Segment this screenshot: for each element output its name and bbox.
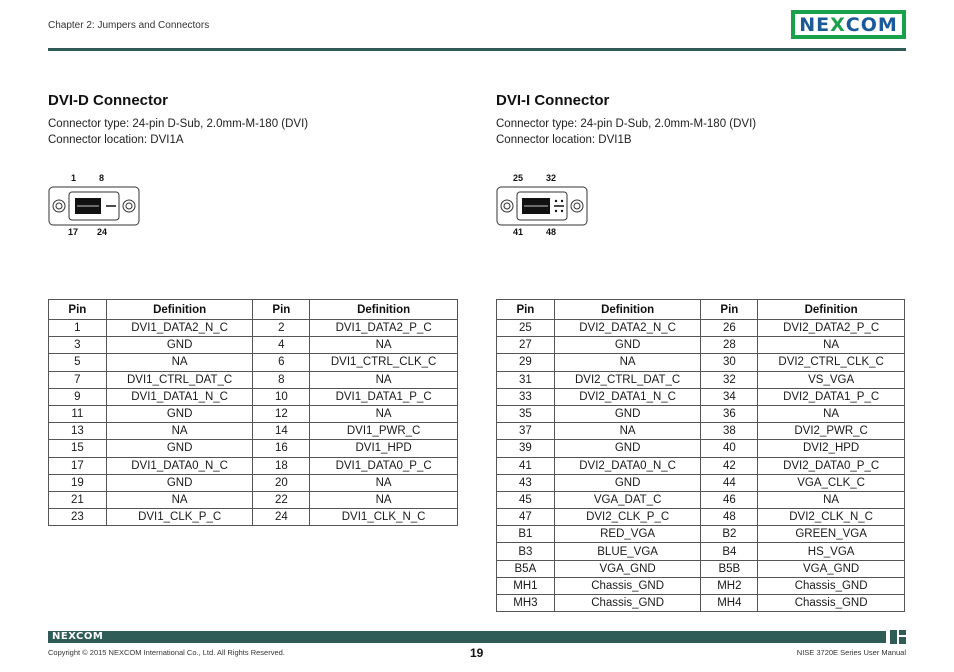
- table-cell: 33: [497, 388, 555, 405]
- table-cell: GND: [106, 474, 253, 491]
- table-row: [497, 423, 905, 440]
- table-cell: DVI1_DATA2_N_C: [106, 320, 253, 337]
- table-cell: DVI1_CTRL_DAT_C: [106, 371, 253, 388]
- table-row: [49, 371, 458, 388]
- dvi-i-type: Connector type: 24-pin D-Sub, 2.0mm-M-180 (DVI): [496, 118, 757, 130]
- table-cell: NA: [310, 371, 458, 388]
- table-cell: DVI2_DATA2_N_C: [554, 320, 701, 337]
- table-cell: 17: [49, 457, 107, 474]
- table-cell: 11: [49, 405, 107, 422]
- table-cell: MH2: [701, 577, 758, 594]
- table-cell: 8: [253, 371, 310, 388]
- column-header: Definition: [758, 300, 905, 320]
- table-cell: B1: [497, 526, 555, 543]
- table-cell: MH1: [497, 577, 555, 594]
- table-cell: B3: [497, 543, 555, 560]
- table-cell: 30: [701, 354, 758, 371]
- pin-label: 25: [513, 173, 524, 183]
- pin-label: 41: [513, 227, 524, 237]
- table-cell: 28: [701, 337, 758, 354]
- table-cell: 42: [701, 457, 758, 474]
- footer-bar: [48, 631, 886, 643]
- table-cell: DVI1_DATA2_P_C: [310, 320, 458, 337]
- table-header-row: [497, 300, 905, 320]
- table-cell: 21: [49, 491, 107, 508]
- table-cell: DVI1_PWR_C: [310, 423, 458, 440]
- table-cell: 40: [701, 440, 758, 457]
- table-cell: VS_VGA: [758, 371, 905, 388]
- table-cell: NA: [758, 337, 905, 354]
- table-cell: 7: [49, 371, 107, 388]
- table-cell: GREEN_VGA: [758, 526, 905, 543]
- table-cell: 44: [701, 474, 758, 491]
- table-cell: DVI1_DATA0_P_C: [310, 457, 458, 474]
- table-header-row: [49, 300, 458, 320]
- copyright: Copyright © 2015 NEXCOM International Co., Ltd. All Rights Reserved.: [48, 648, 285, 657]
- table-cell: 2: [253, 320, 310, 337]
- column-header: Pin: [497, 300, 555, 320]
- table-cell: GND: [554, 337, 701, 354]
- table-row: [49, 509, 458, 526]
- table-row: [49, 423, 458, 440]
- table-cell: GND: [106, 337, 253, 354]
- table-row: [49, 388, 458, 405]
- table-cell: RED_VGA: [554, 526, 701, 543]
- pin-label: 24: [97, 227, 108, 237]
- table-cell: 12: [253, 405, 310, 422]
- table-cell: 18: [253, 457, 310, 474]
- table-cell: 24: [253, 509, 310, 526]
- table-row: [49, 474, 458, 491]
- table-row: [497, 526, 905, 543]
- column-header: Pin: [49, 300, 107, 320]
- table-row: [497, 474, 905, 491]
- table-row: [497, 577, 905, 594]
- table-cell: DVI2_DATA1_N_C: [554, 388, 701, 405]
- table-row: [497, 320, 905, 337]
- table-cell: 14: [253, 423, 310, 440]
- column-header: Definition: [106, 300, 253, 320]
- nexcom-logo: [791, 10, 906, 39]
- table-cell: DVI2_CTRL_CLK_C: [758, 354, 905, 371]
- table-cell: GND: [554, 440, 701, 457]
- table-cell: DVI2_DATA0_N_C: [554, 457, 701, 474]
- table-cell: Chassis_GND: [758, 577, 905, 594]
- table-cell: 37: [497, 423, 555, 440]
- table-row: [497, 440, 905, 457]
- pin-label: 32: [546, 173, 557, 183]
- dvi-i-title: DVI-I Connector: [496, 92, 610, 109]
- footer-squares-icon: [890, 630, 906, 644]
- table-cell: NA: [106, 423, 253, 440]
- table-cell: DVI2_CLK_N_C: [758, 509, 905, 526]
- table-cell: 41: [497, 457, 555, 474]
- table-cell: B5A: [497, 560, 555, 577]
- table-cell: NA: [758, 491, 905, 508]
- dvi-d-pin-table: [48, 299, 458, 526]
- table-cell: B5B: [701, 560, 758, 577]
- table-cell: DVI2_DATA0_P_C: [758, 457, 905, 474]
- table-row: [497, 560, 905, 577]
- header-rule: [48, 48, 906, 51]
- table-cell: 47: [497, 509, 555, 526]
- table-cell: 15: [49, 440, 107, 457]
- table-cell: DVI1_DATA1_N_C: [106, 388, 253, 405]
- table-cell: NA: [310, 474, 458, 491]
- table-cell: DVI2_HPD: [758, 440, 905, 457]
- table-cell: VGA_CLK_C: [758, 474, 905, 491]
- table-cell: VGA_GND: [554, 560, 701, 577]
- table-cell: NA: [554, 354, 701, 371]
- table-cell: DVI2_CLK_P_C: [554, 509, 701, 526]
- table-row: [49, 440, 458, 457]
- table-cell: 22: [253, 491, 310, 508]
- table-row: [497, 337, 905, 354]
- dvi-d-type: Connector type: 24-pin D-Sub, 2.0mm-M-180 (DVI): [48, 118, 309, 130]
- table-row: [497, 354, 905, 371]
- table-cell: DVI2_DATA2_P_C: [758, 320, 905, 337]
- table-cell: DVI1_HPD: [310, 440, 458, 457]
- table-row: [497, 388, 905, 405]
- table-row: [49, 354, 458, 371]
- table-row: [49, 320, 458, 337]
- dvi-d-location: Connector location: DVI1A: [48, 134, 184, 146]
- table-cell: 13: [49, 423, 107, 440]
- dvi-i-pin-table: [496, 299, 905, 612]
- table-cell: Chassis_GND: [758, 595, 905, 612]
- table-cell: NA: [106, 354, 253, 371]
- table-cell: 10: [253, 388, 310, 405]
- pin-label: 48: [546, 227, 557, 237]
- dvi-d-title: DVI-D Connector: [48, 92, 168, 109]
- table-cell: DVI1_DATA0_N_C: [106, 457, 253, 474]
- chapter-title: Chapter 2: Jumpers and Connectors: [48, 20, 210, 31]
- table-cell: MH4: [701, 595, 758, 612]
- table-cell: GND: [106, 405, 253, 422]
- table-cell: 31: [497, 371, 555, 388]
- table-cell: 39: [497, 440, 555, 457]
- table-cell: 46: [701, 491, 758, 508]
- table-row: [497, 371, 905, 388]
- table-cell: 27: [497, 337, 555, 354]
- table-cell: 36: [701, 405, 758, 422]
- table-cell: MH3: [497, 595, 555, 612]
- table-cell: 1: [49, 320, 107, 337]
- table-cell: 26: [701, 320, 758, 337]
- table-cell: 34: [701, 388, 758, 405]
- table-row: [497, 543, 905, 560]
- table-cell: 5: [49, 354, 107, 371]
- table-cell: GND: [106, 440, 253, 457]
- table-cell: GND: [554, 474, 701, 491]
- table-cell: DVI1_CLK_N_C: [310, 509, 458, 526]
- pin-label: 1: [71, 173, 77, 183]
- table-cell: VGA_GND: [758, 560, 905, 577]
- table-cell: NA: [310, 491, 458, 508]
- table-cell: 4: [253, 337, 310, 354]
- table-row: [49, 491, 458, 508]
- table-row: [497, 491, 905, 508]
- table-cell: 35: [497, 405, 555, 422]
- table-cell: NA: [310, 337, 458, 354]
- table-cell: VGA_DAT_C: [554, 491, 701, 508]
- table-cell: DVI1_CTRL_CLK_C: [310, 354, 458, 371]
- table-cell: 16: [253, 440, 310, 457]
- table-cell: GND: [554, 405, 701, 422]
- table-cell: HS_VGA: [758, 543, 905, 560]
- table-cell: 32: [701, 371, 758, 388]
- table-cell: 20: [253, 474, 310, 491]
- table-cell: Chassis_GND: [554, 577, 701, 594]
- table-row: [49, 457, 458, 474]
- dvi-i-location: Connector location: DVI1B: [496, 134, 632, 146]
- table-cell: 38: [701, 423, 758, 440]
- table-cell: 3: [49, 337, 107, 354]
- table-cell: 6: [253, 354, 310, 371]
- table-row: [497, 457, 905, 474]
- table-cell: NA: [310, 405, 458, 422]
- table-cell: DVI2_DATA1_P_C: [758, 388, 905, 405]
- table-cell: 43: [497, 474, 555, 491]
- table-row: [497, 405, 905, 422]
- table-cell: 19: [49, 474, 107, 491]
- table-cell: BLUE_VGA: [554, 543, 701, 560]
- footer-logo: NEXCOM: [52, 631, 104, 642]
- pin-label: 8: [99, 173, 105, 183]
- dvi-d-connector-diagram: [48, 186, 140, 226]
- table-row: [497, 509, 905, 526]
- table-cell: 45: [497, 491, 555, 508]
- table-cell: B4: [701, 543, 758, 560]
- page-number: 19: [470, 646, 484, 660]
- table-cell: 48: [701, 509, 758, 526]
- table-cell: DVI1_DATA1_P_C: [310, 388, 458, 405]
- table-row: [49, 405, 458, 422]
- table-cell: 29: [497, 354, 555, 371]
- column-header: Pin: [701, 300, 758, 320]
- logo-text: NE X COM: [799, 13, 898, 36]
- table-cell: NA: [758, 405, 905, 422]
- table-cell: Chassis_GND: [554, 595, 701, 612]
- table-cell: DVI2_PWR_C: [758, 423, 905, 440]
- column-header: Pin: [253, 300, 310, 320]
- column-header: Definition: [310, 300, 458, 320]
- table-cell: NA: [106, 491, 253, 508]
- column-header: Definition: [554, 300, 701, 320]
- table-cell: B2: [701, 526, 758, 543]
- table-cell: 23: [49, 509, 107, 526]
- pin-label: 17: [68, 227, 79, 237]
- manual-title: NISE 3720E Series User Manual: [796, 648, 906, 657]
- table-cell: NA: [554, 423, 701, 440]
- table-cell: DVI2_CTRL_DAT_C: [554, 371, 701, 388]
- table-cell: 25: [497, 320, 555, 337]
- table-cell: DVI1_CLK_P_C: [106, 509, 253, 526]
- table-row: [497, 595, 905, 612]
- dvi-i-connector-diagram: [496, 186, 588, 226]
- table-cell: 9: [49, 388, 107, 405]
- table-row: [49, 337, 458, 354]
